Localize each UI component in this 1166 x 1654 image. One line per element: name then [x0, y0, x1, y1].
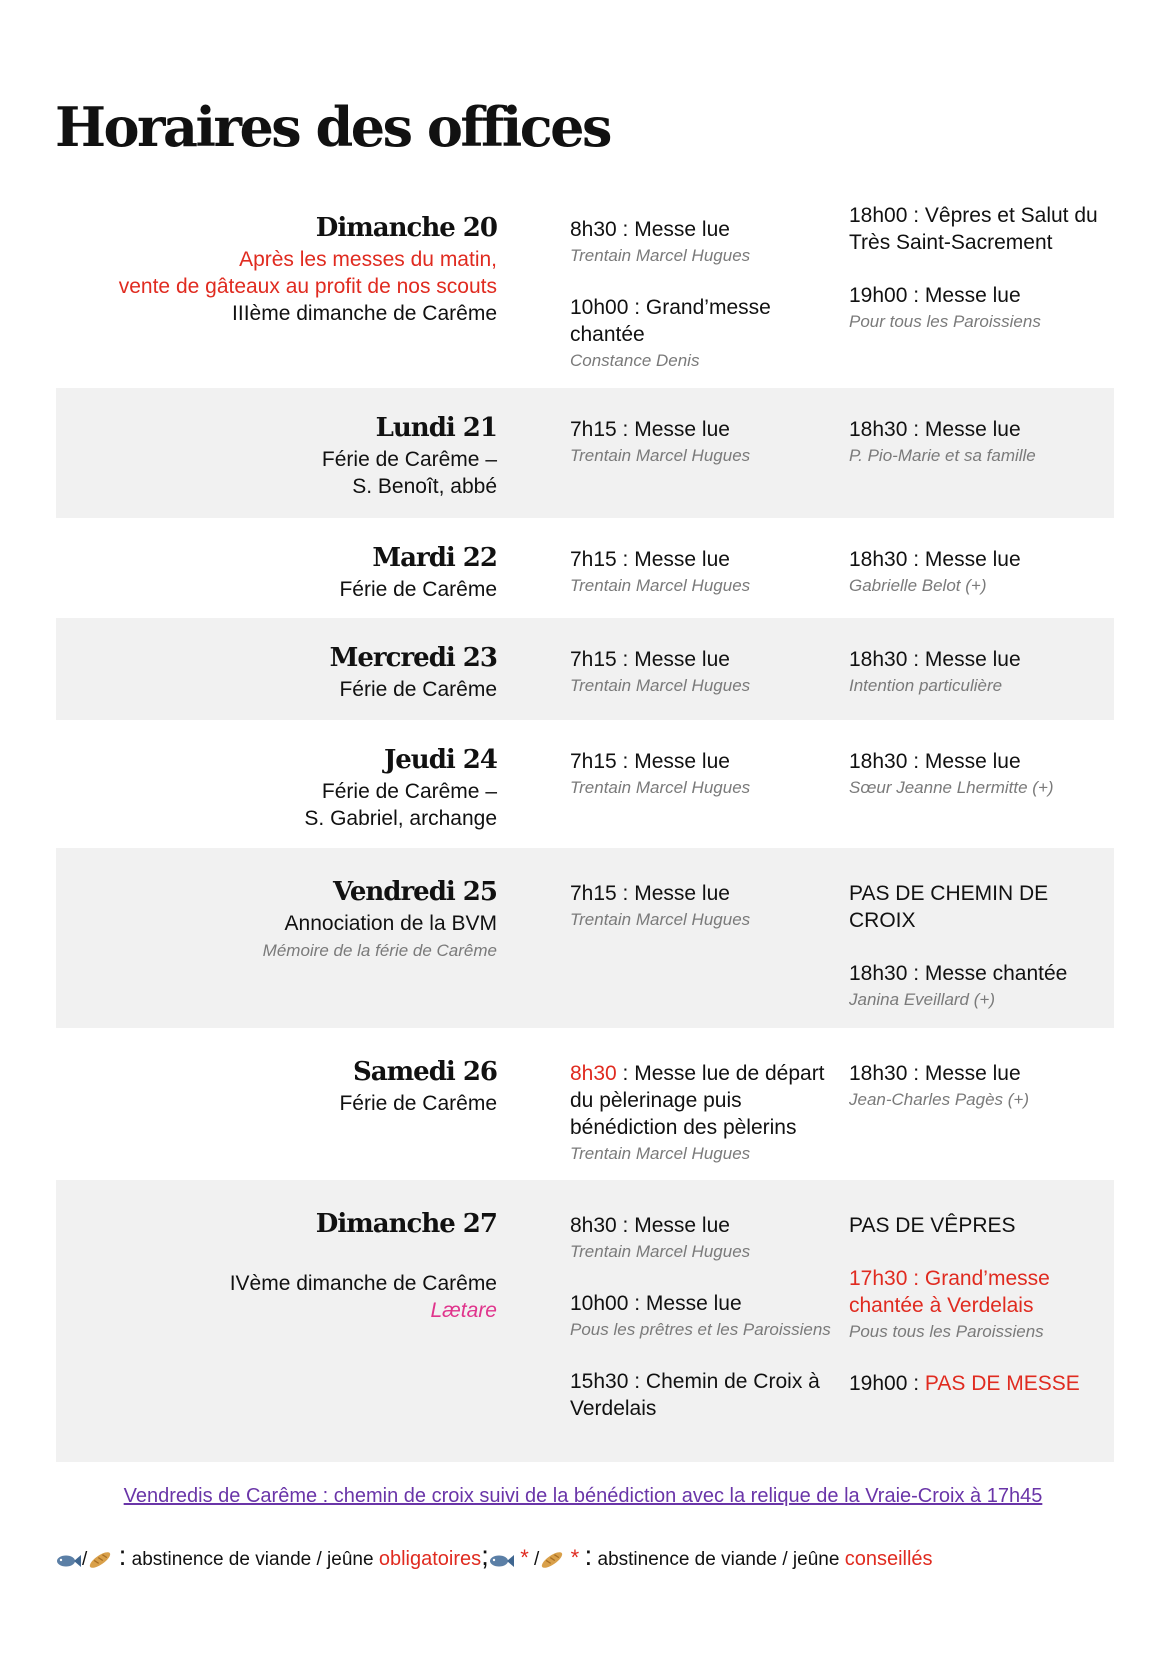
office-title [849, 416, 1114, 443]
office-label: Messe lue [634, 218, 730, 241]
day-cell [77, 642, 497, 703]
office-label: PAS DE CHEMIN DE CROIX [849, 882, 1049, 932]
office-time: 7h15 [570, 882, 617, 905]
office-title [849, 960, 1114, 987]
office-time: 7h15 [570, 418, 617, 441]
office-time: 18h30 [849, 962, 908, 985]
legend-text-mandatory: abstinence de viande / jeûne [131, 1549, 374, 1570]
office-label: Messe lue [924, 648, 1021, 671]
office-entry [849, 202, 1114, 256]
day-name: Mardi 22 [372, 543, 497, 573]
office-time: 8h30 [570, 1062, 617, 1085]
office-entry [849, 646, 1114, 698]
day-cell [77, 876, 497, 964]
office-intention: P. Pio-Marie et sa famille [849, 446, 1036, 465]
office-time: 18h30 [849, 548, 908, 571]
office-separator: : [907, 1372, 925, 1395]
office-label: Messe lue [924, 750, 1021, 773]
office-title [849, 1212, 1114, 1239]
office-title [570, 646, 835, 673]
office-label: Messe lue [634, 1214, 730, 1237]
day-note: S. Benoît, abbé [352, 475, 497, 498]
morning-offices [570, 416, 835, 468]
day-row [56, 1180, 1114, 1462]
office-separator: : [616, 882, 635, 905]
office-intention: Trentain Marcel Hugues [570, 246, 751, 265]
legend-semicolon: ; [481, 1540, 489, 1571]
morning-offices [570, 1060, 835, 1166]
office-separator: : [907, 204, 925, 227]
day-name: Dimanche 27 [315, 1209, 497, 1239]
office-entry [849, 960, 1114, 1012]
office-separator: : [907, 1062, 925, 1085]
legend-star: * [570, 1545, 580, 1570]
office-separator: : [907, 284, 925, 307]
day-note: IVème dimanche de Carême [229, 1272, 497, 1295]
office-separator: : [907, 418, 925, 441]
morning-offices [570, 748, 835, 800]
day-note: Après les messes du matin, [239, 248, 497, 271]
office-label: Messe lue [634, 418, 730, 441]
evening-offices [849, 416, 1114, 468]
office-title [849, 1370, 1114, 1397]
day-row [56, 1028, 1114, 1180]
office-entry [849, 1265, 1114, 1344]
office-time: 18h30 [849, 1062, 908, 1085]
office-title [570, 294, 835, 348]
office-entry [570, 1212, 835, 1264]
office-separator: : [907, 548, 925, 571]
office-title [849, 282, 1114, 309]
office-title [570, 216, 835, 243]
office-entry [570, 294, 835, 373]
office-title [849, 546, 1114, 573]
evening-offices [849, 748, 1114, 800]
day-name: Mercredi 23 [329, 643, 497, 673]
office-separator: : [616, 218, 635, 241]
office-label: Messe lue de départ du pèlerinage puis bénédiction des pèlerins [570, 1062, 825, 1139]
office-entry [849, 546, 1114, 598]
office-label: Grand’messe chantée [570, 296, 771, 346]
lent-fridays-link[interactable]: Vendredis de Carême : chemin de croix suivi de la bénédiction avec la relique de la Vraie-Croix à 17h45 [123, 1485, 1043, 1507]
office-entry [570, 646, 835, 698]
office-intention: Trentain Marcel Hugues [570, 910, 751, 929]
office-intention: Trentain Marcel Hugues [570, 446, 751, 465]
office-entry [849, 1370, 1114, 1397]
office-separator: : [628, 1292, 646, 1315]
office-intention: Pour tous les Paroissiens [849, 312, 1041, 331]
office-time: 15h30 [570, 1370, 629, 1393]
office-label: Chemin de Croix à Verdelais [570, 1370, 820, 1420]
day-row [56, 188, 1114, 388]
office-separator: : [616, 1214, 635, 1237]
office-label: Messe chantée [924, 962, 1068, 985]
day-name: Samedi 26 [353, 1057, 497, 1087]
office-label: Messe lue [645, 1292, 742, 1315]
office-separator: : [616, 548, 635, 571]
office-intention: Trentain Marcel Hugues [570, 576, 751, 595]
day-note: Férie de Carême [339, 1092, 497, 1115]
office-label: PAS DE VÊPRES [849, 1214, 1016, 1237]
office-time: 18h30 [849, 418, 908, 441]
office-time: 7h15 [570, 750, 617, 773]
bread-icon [539, 1551, 565, 1575]
office-time: 7h15 [570, 648, 617, 671]
bread-icon [87, 1551, 113, 1575]
morning-offices [570, 646, 835, 698]
office-label: Messe lue [924, 284, 1021, 307]
fish-icon [56, 1553, 82, 1575]
day-note: vente de gâteaux au profit de nos scouts [118, 275, 497, 298]
office-time: 19h00 [849, 284, 908, 307]
office-time: 18h30 [849, 648, 908, 671]
office-label: Messe lue [924, 548, 1021, 571]
day-cell [77, 1056, 497, 1117]
legend-colon: : [118, 1540, 127, 1571]
office-title [849, 1060, 1114, 1087]
legend-advised-word: conseillés [844, 1548, 933, 1570]
office-entry [570, 546, 835, 598]
office-separator: : [616, 648, 635, 671]
office-separator: : [616, 418, 635, 441]
day-note: Férie de Carême – [321, 780, 497, 803]
office-title [570, 1212, 835, 1239]
office-intention: Sœur Jeanne Lhermitte (+) [849, 778, 1054, 797]
day-name: Lundi 21 [375, 413, 497, 443]
office-entry [849, 880, 1114, 934]
office-title [570, 1368, 835, 1422]
evening-offices [849, 202, 1114, 334]
day-row [56, 720, 1114, 848]
office-entry [570, 880, 835, 932]
day-row [56, 388, 1114, 518]
day-row [56, 518, 1114, 618]
office-intention: Janina Eveillard (+) [849, 990, 995, 1009]
office-entry [570, 748, 835, 800]
office-title [849, 646, 1114, 673]
day-row [56, 618, 1114, 720]
office-intention: Pous tous les Paroissiens [849, 1322, 1044, 1341]
day-note: Férie de Carême – [321, 448, 497, 471]
office-separator: : [628, 296, 646, 319]
office-entry [570, 1290, 835, 1342]
office-intention: Trentain Marcel Hugues [570, 778, 751, 797]
morning-offices [570, 216, 835, 373]
office-title [849, 880, 1114, 934]
office-title [570, 546, 835, 573]
office-time: 8h30 [570, 218, 617, 241]
legend-slash: / [82, 1549, 88, 1570]
office-title [849, 1265, 1114, 1319]
office-entry [570, 1060, 835, 1166]
morning-offices [570, 1212, 835, 1422]
day-note: S. Gabriel, archange [304, 807, 497, 830]
office-entry [570, 216, 835, 268]
office-time: 7h15 [570, 548, 617, 571]
office-label: Grand’messe chantée à Verdelais [849, 1267, 1050, 1317]
evening-offices [849, 1060, 1114, 1112]
office-entry [849, 1060, 1114, 1112]
office-title [570, 1060, 835, 1141]
evening-offices [849, 880, 1114, 1012]
morning-offices [570, 880, 835, 932]
office-entry [570, 416, 835, 468]
legend-slash: / [534, 1549, 540, 1570]
legend-text-advised: abstinence de viande / jeûne [597, 1549, 840, 1570]
office-separator: : [907, 648, 925, 671]
office-intention: Trentain Marcel Hugues [570, 1144, 751, 1163]
office-intention: Pous les prêtres et les Paroissiens [570, 1320, 831, 1339]
office-label: Messe lue [634, 750, 730, 773]
day-note: Mémoire de la férie de Carême [262, 941, 497, 960]
day-note: Férie de Carême [339, 678, 497, 701]
office-separator: : [616, 750, 635, 773]
day-name: Jeudi 24 [383, 745, 497, 775]
office-separator: : [907, 750, 925, 773]
office-label: Messe lue [634, 548, 730, 571]
office-entry [849, 416, 1114, 468]
office-title [849, 202, 1114, 256]
office-separator: : [907, 1267, 925, 1290]
office-separator: : [628, 1370, 646, 1393]
office-label: Vêpres et Salut du Très Saint-Sacrement [849, 204, 1098, 254]
office-title [570, 1290, 835, 1317]
office-label: Messe lue [924, 1062, 1021, 1085]
office-time: 18h30 [849, 750, 908, 773]
page-title: Horaires des offices [55, 95, 610, 159]
evening-offices [849, 546, 1114, 598]
office-separator: : [907, 962, 925, 985]
office-time: 18h00 [849, 204, 908, 227]
day-cell [77, 412, 497, 500]
office-entry [570, 1368, 835, 1422]
day-cell [77, 1208, 497, 1324]
legend-colon: : [584, 1540, 593, 1571]
office-entry [849, 282, 1114, 334]
morning-offices [570, 546, 835, 598]
day-row [56, 848, 1114, 1028]
office-title [570, 880, 835, 907]
day-name: Dimanche 20 [315, 213, 497, 243]
office-time: 8h30 [570, 1214, 617, 1237]
legend-star: * [520, 1545, 529, 1570]
day-name: Vendredi 25 [333, 877, 497, 907]
office-time: 10h00 [570, 296, 629, 319]
day-note: Férie de Carême [339, 578, 497, 601]
evening-offices [849, 1212, 1114, 1397]
fasting-legend [56, 1540, 1114, 1575]
office-title [570, 748, 835, 775]
office-label: Messe lue [634, 882, 730, 905]
office-title [849, 748, 1114, 775]
office-time: 17h30 [849, 1267, 908, 1290]
day-note: Lætare [430, 1299, 497, 1322]
office-entry [849, 1212, 1114, 1239]
office-separator: : [616, 1062, 635, 1085]
office-intention: Constance Denis [570, 351, 700, 370]
office-intention: Intention particulière [849, 676, 1003, 695]
office-label: PAS DE MESSE [924, 1372, 1080, 1395]
office-intention: Trentain Marcel Hugues [570, 676, 751, 695]
office-time: 10h00 [570, 1292, 629, 1315]
office-label: Messe lue [924, 418, 1021, 441]
office-time: 19h00 [849, 1372, 908, 1395]
office-intention: Jean-Charles Pagès (+) [849, 1090, 1030, 1109]
office-intention: Trentain Marcel Hugues [570, 1242, 751, 1261]
office-title [570, 416, 835, 443]
day-note: IIIème dimanche de Carême [232, 302, 497, 325]
day-cell [77, 212, 497, 327]
evening-offices [849, 646, 1114, 698]
office-label: Messe lue [634, 648, 730, 671]
office-intention: Gabrielle Belot (+) [849, 576, 987, 595]
fish-icon [489, 1553, 515, 1575]
day-cell [77, 542, 497, 603]
legend-mandatory-word: obligatoires [378, 1548, 482, 1570]
office-entry [849, 748, 1114, 800]
day-cell [77, 744, 497, 832]
day-note: Annociation de la BVM [284, 912, 497, 935]
